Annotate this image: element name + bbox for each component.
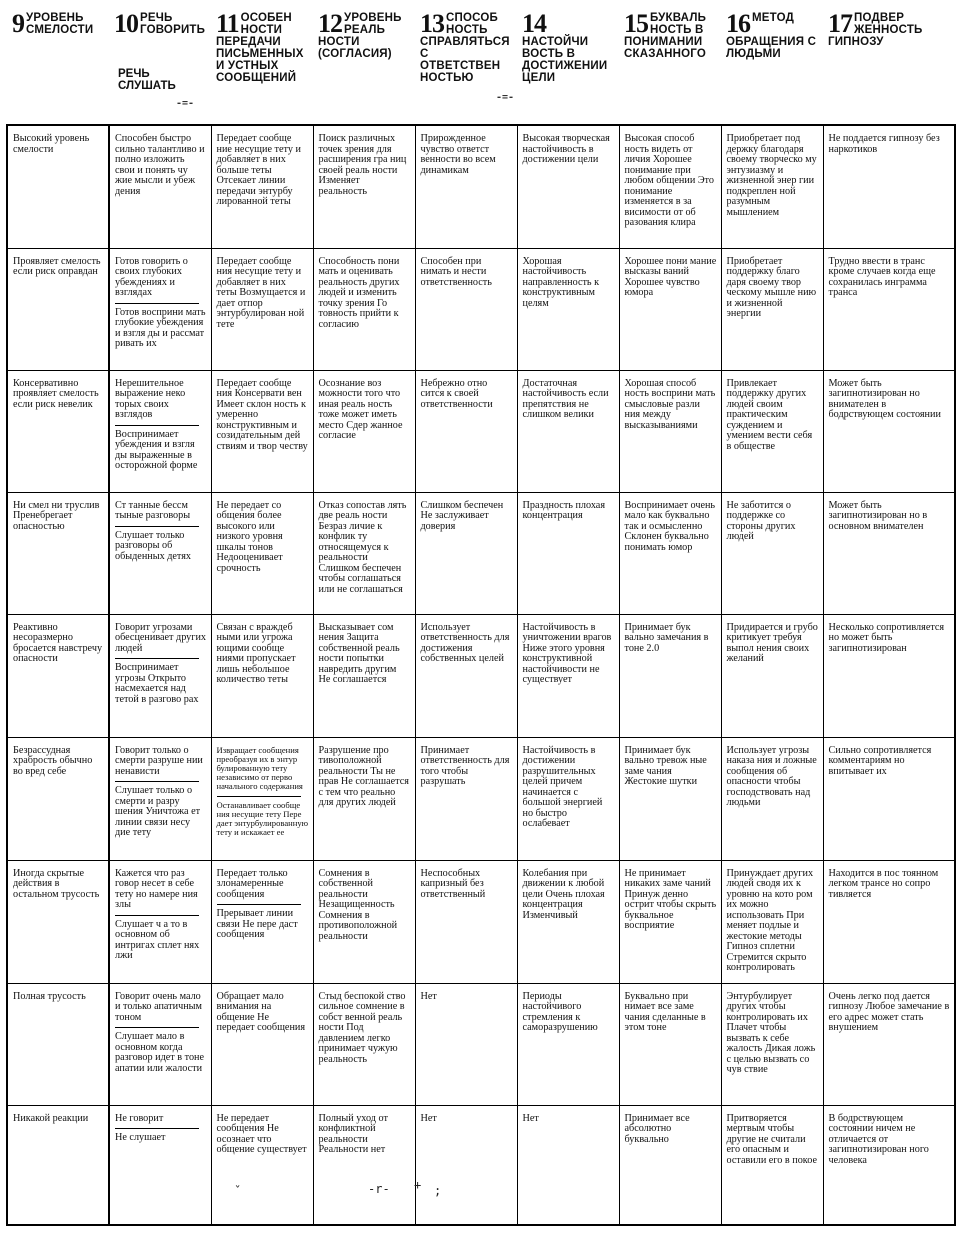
table-cell xyxy=(619,737,721,860)
cell-divider xyxy=(115,303,199,304)
table-cell xyxy=(517,1105,619,1225)
table-row xyxy=(7,614,955,737)
cell-text: Безрассудная храбрость обычно во вред себе xyxy=(13,744,93,777)
table-cell xyxy=(313,492,415,614)
table-cell xyxy=(517,737,619,860)
cell-divider xyxy=(115,1027,199,1028)
table-cell xyxy=(109,983,211,1105)
table-cell xyxy=(7,370,109,492)
table-cell xyxy=(211,492,313,614)
cell-text: Использует ответственность для достижения собственных целей xyxy=(420,621,510,664)
table-cell xyxy=(619,983,721,1105)
cell-text: Принуждает других людей сводя их к уровню на кото ром их можно использовать При меняет подлые и жестокие методы Гипноз сплетни Стремится скрыто контролировать xyxy=(726,867,814,973)
header-col-12 xyxy=(312,6,414,124)
cell-text: Приобретает под держку благодаря своему творческо му энтузиазму и жизненной энер гии подкреплен ной разумным мышлением xyxy=(726,133,817,218)
cell-text: Несколько сопротивляется но может быть загипнотизирован xyxy=(828,621,945,654)
table-cell xyxy=(7,737,109,860)
table-row xyxy=(7,983,955,1105)
header-number: 10 xyxy=(114,9,138,38)
cell-divider xyxy=(115,526,199,527)
cell-text: Нет xyxy=(420,990,437,1002)
cell-text: Разрушение про тивоположной реальности Ты не прав Не соглашается с тем что реально для других людей xyxy=(318,744,409,808)
table-row xyxy=(7,492,955,614)
cell-text: Высказывает сом нения Защита собственной реаль ности попытки навредить другим Не соглашается xyxy=(318,621,400,685)
cell-text: Передает сообще ния Консервати вен Имеет склон ность к умеренно конструктивным и созидательным дей ствиям и твор честву xyxy=(216,377,308,452)
cell-text: Использует угрозы наказа ния и ложные сообщения об опасности чтобы господствовать над людьми xyxy=(726,744,817,808)
table-cell xyxy=(721,983,823,1105)
cell-text: Говорит угрозами обесценивает других людей xyxy=(115,621,206,654)
header-col-16 xyxy=(720,6,822,124)
header-col-11 xyxy=(210,6,312,124)
header-title: НАСТОЙЧИ ВОСТЬ В ДОСТИЖЕНИИ ЦЕЛИ xyxy=(522,36,608,84)
cell-text: Может быть загипнотизирован но в основном внимателен xyxy=(828,499,928,532)
cell-text: Не передает со общения более высокого или низкого уровня шкалы тонов Недооценивает срочность xyxy=(216,499,283,574)
table-cell xyxy=(313,614,415,737)
cell-text: Ни смел ни труслив Пренебрегает опасностью xyxy=(13,499,100,532)
table-cell xyxy=(313,1105,415,1225)
cell-text: Привлекает поддержку других людей своим практическим суждением и умением вести себя в обществе xyxy=(726,377,813,452)
table-cell xyxy=(517,248,619,370)
cell-text: Придирается и грубо критикует требуя выпол нения своих желаний xyxy=(726,621,818,664)
cell-text: Принимает бук вально замечания в тоне 2.0 xyxy=(624,621,709,654)
table-cell xyxy=(211,248,313,370)
table-cell xyxy=(109,860,211,983)
table-cell xyxy=(211,614,313,737)
table-cell xyxy=(7,983,109,1105)
table-cell xyxy=(7,248,109,370)
table-row xyxy=(7,370,955,492)
cell-text: Говорит очень мало и только апатичным тоном xyxy=(115,990,202,1023)
table-cell xyxy=(7,860,109,983)
cell-text: Никакой реакции xyxy=(13,1112,89,1124)
cell-text: Воспринимает очень мало как буквально так и осмысленно Склонен буквально понимать юмор xyxy=(624,499,716,553)
table-cell xyxy=(415,737,517,860)
table-cell xyxy=(619,492,721,614)
cell-text: Осознание воз можности того что иная реаль ность тоже может иметь место Сдер жанное согласие xyxy=(318,377,403,441)
cell-text: Высокая способ ность видеть от личия Хорошее понимание при любом общении Это понимание изменяется в за висимости от об разования клира xyxy=(624,133,714,228)
table-cell xyxy=(313,125,415,248)
cell-text: Не говорит xyxy=(115,1112,164,1124)
table-cell xyxy=(211,737,313,860)
header-number: 11 xyxy=(216,9,239,38)
cell-divider xyxy=(115,781,199,782)
table-cell xyxy=(211,370,313,492)
cell-text: Не слушает xyxy=(115,1132,166,1143)
cell-text: Реактивно несоразмерно бросается навстречу опасности xyxy=(13,621,103,664)
cell-text: Консервативно проявляет смелость если риск невелик xyxy=(13,377,99,410)
header-number: 17 xyxy=(828,9,852,38)
table-cell xyxy=(823,492,955,614)
cell-text: Слушает только разговоры об обыденных детях xyxy=(115,529,192,562)
header-number: 16 xyxy=(726,9,750,38)
cell-text: Прирожденное чувство ответст венности во всем динамикам xyxy=(420,133,496,176)
header-number: 15 xyxy=(624,9,648,38)
table-cell xyxy=(109,492,211,614)
table-cell xyxy=(823,125,955,248)
table-cell xyxy=(823,370,955,492)
table-cell xyxy=(721,860,823,983)
cell-divider xyxy=(115,425,199,426)
cell-divider xyxy=(115,658,199,659)
table-cell xyxy=(823,614,955,737)
cell-text: Не передает сообщения Не осознает что общение существует xyxy=(216,1112,307,1155)
table-cell xyxy=(415,1105,517,1225)
cell-text: Хорошая способ ность восприни мать смысловые разли ния между высказываниями xyxy=(624,377,716,431)
table-cell xyxy=(211,1105,313,1225)
cell-text: Слишком беспечен Не заслуживает доверия xyxy=(420,499,504,532)
cell-text: Настойчивость в достижении разрушительных целей причем начинается с большой энергией но быстро ослабевает xyxy=(522,744,603,829)
cell-text: Приобретает поддержку благо даря своему твор ческому мышле нию и жизненной энергии xyxy=(726,255,817,319)
table-body xyxy=(7,125,955,1225)
table-cell xyxy=(313,860,415,983)
table-cell xyxy=(313,737,415,860)
tone-scale-chart-page xyxy=(6,6,954,1229)
table-cell xyxy=(109,737,211,860)
header-title: РЕЧЬ ГОВОРИТЬ xyxy=(140,12,206,36)
table-row xyxy=(7,737,955,860)
cell-text: Притворяется мертвым чтобы другие не считали его опасным и оставили его в покое xyxy=(726,1112,817,1166)
cell-text: Останавливает сообще ния несущие тету Пере дает энтурбулированную тету и искажает ее xyxy=(216,799,309,838)
cell-text: Нет xyxy=(522,1112,539,1124)
header-col-10 xyxy=(108,6,210,124)
table-row xyxy=(7,860,955,983)
cell-divider xyxy=(115,1128,199,1129)
header-title: ПОДВЕР ЖЕННОСТЬ ГИПНОЗУ xyxy=(828,12,923,48)
cell-divider xyxy=(115,915,199,916)
table-cell xyxy=(721,737,823,860)
cell-text: Принимает бук вально тревож ные заме чания Жестокие шутки xyxy=(624,744,707,787)
cell-text: Полный уход от конфликтной реальности Реальности нет xyxy=(318,1112,388,1155)
header-title: СПОСОБ НОСТЬ СПРАВЛЯТЬСЯ С ОТВЕТСТВЕН НОСТЬЮ xyxy=(420,12,510,84)
scratch-mark: ˇ xyxy=(234,1184,242,1198)
table-cell xyxy=(517,492,619,614)
table-cell xyxy=(109,614,211,737)
header-title: ОСОБЕН НОСТИ ПЕРЕДАЧИ ПИСЬМЕННЫХ И УСТНЫХ СООБЩЕНИЙ xyxy=(216,12,304,84)
table-cell xyxy=(211,983,313,1105)
table-cell xyxy=(517,860,619,983)
cell-text: Готов говорить о своих глубоких убеждениях и взглядах xyxy=(115,255,188,298)
table-cell xyxy=(7,614,109,737)
table-cell xyxy=(619,860,721,983)
table-cell xyxy=(721,492,823,614)
cell-text: Поиск различных точек зрения для расширения гра ниц своей реаль ности Изменяет реальность xyxy=(318,133,407,197)
header-subtitle: РЕЧЬ СЛУШАТЬ xyxy=(118,68,176,92)
cell-text: Сомнения в собственной реальности Незащищенность Сомнения в противоположной реальности xyxy=(318,867,398,942)
header-col-9 xyxy=(6,6,108,124)
cell-text: В бодрствующем состоянии ничем не отличается от загипнотизирован ного человека xyxy=(828,1112,929,1166)
cell-text: Отказ сопостав лять две реаль ности Безраз личие к конфлик ту относящемуся к реальности Слишком беспечен чтобы соглашаться или не соглашаться xyxy=(318,499,407,595)
scratch-mark: -=- xyxy=(176,98,195,109)
table-cell xyxy=(619,370,721,492)
header-number: 12 xyxy=(318,9,342,38)
cell-text: Достаточная настойчивость если препятствия не слишком велики xyxy=(522,377,609,420)
cell-text: Нерешительное выражение неко торых своих взглядов xyxy=(115,377,186,420)
table-cell xyxy=(721,125,823,248)
cell-text: Нет xyxy=(420,1112,437,1124)
table-row xyxy=(7,248,955,370)
cell-text: Хорошее пони мание высказы ваний Хорошее чувство юмора xyxy=(624,255,717,298)
cell-text: Сильно сопротивляется комментариям но впитывает их xyxy=(828,744,932,777)
cell-text: Способность пони мать и оценивать реальность других людей и изменить точку зрения Го товность прийти к согласию xyxy=(318,255,400,330)
cell-text: Готов восприни мать глубокие убеждения и взгля ды и рассмат ривать их xyxy=(115,306,206,349)
scratch-mark: ; xyxy=(434,1184,442,1198)
cell-text: Слушает только о смерти и разру шения Уничтожа ет линии связи несу дие тету xyxy=(115,785,201,838)
table-cell xyxy=(313,248,415,370)
table-cell xyxy=(109,1105,211,1225)
cell-text: Не поддается гипнозу без наркотиков xyxy=(828,133,940,155)
cell-text: Высокий уровень смелости xyxy=(13,133,90,155)
table-cell xyxy=(211,860,313,983)
header-title: УРОВЕНЬ РЕАЛЬ НОСТИ (СОГЛАСИЯ) xyxy=(318,12,402,60)
header-title: МЕТОД ОБРАЩЕНИЯ С ЛЮДЬМИ xyxy=(726,12,817,60)
table-cell xyxy=(823,737,955,860)
cell-text: Высокая творческая настойчивость в достижении цели xyxy=(522,133,610,165)
table-cell xyxy=(721,248,823,370)
table-cell xyxy=(415,248,517,370)
cell-text: Настойчивость в уничтожении врагов Ниже этого уровня конструктивной настойчивости не существует xyxy=(522,621,612,685)
cell-text: Способен при нимать и нести ответственность xyxy=(420,255,492,288)
cell-divider xyxy=(217,904,301,905)
table-cell xyxy=(721,1105,823,1225)
cell-text: Иногда скрытые действия в остальном трусость xyxy=(13,867,100,900)
table-cell xyxy=(415,860,517,983)
table-cell xyxy=(415,370,517,492)
cell-text: Передает только злонамеренные сообщения xyxy=(216,867,288,900)
header-col-13 xyxy=(414,6,516,124)
table-row xyxy=(7,125,955,248)
cell-text: Извращает сообщения преобразуя их в энтур булированную тету независимо от перво начального содержания xyxy=(216,744,303,792)
table-cell xyxy=(823,860,955,983)
cell-text: Хорошая настойчивость направленность к конструктивным целям xyxy=(522,255,600,309)
scratch-mark: -r- xyxy=(368,1182,390,1196)
cell-text: Праздность плохая концентрация xyxy=(522,499,606,521)
cell-text: Очень легко под дается гипнозу Любое замечание в его адрес может стать внушением xyxy=(828,990,950,1033)
cell-text: Находится в пос тоянном легком трансе но сопро тивляется xyxy=(828,867,939,900)
cell-text: Воспринимает убеждения и взгля ды выраженные в осторожной форме xyxy=(115,428,198,471)
cell-text: Ст танные бессм тыные разговоры xyxy=(115,499,191,521)
cell-text: Принимает все абсолютно буквально xyxy=(624,1112,690,1145)
cell-text: Трудно ввести в транс кроме случаев когда еще сохранилась инграмма транса xyxy=(828,255,936,298)
header-number: 9 xyxy=(12,9,24,38)
scratch-mark: -=- xyxy=(496,92,515,103)
cell-text: Слушает мало в основном когда разговор идет в тоне апатии или жалости xyxy=(115,1031,205,1074)
cell-text: Полная трусость xyxy=(13,990,86,1002)
table-cell xyxy=(7,125,109,248)
table-cell xyxy=(619,125,721,248)
cell-text: Неспособных капризный без ответственный xyxy=(420,867,486,900)
cell-divider xyxy=(217,796,301,797)
table-cell xyxy=(619,248,721,370)
table-cell xyxy=(823,1105,955,1225)
cell-text: Передает сообще ние несущие тету и добавляет в них больше теты Отсекает линии передачи энтурбу лированной теты xyxy=(216,133,301,207)
table-cell xyxy=(313,983,415,1105)
cell-text: Передает сообще ния несущие тету и добавляет в них теты Возмущается и дает отпор энтурбулирован ной тете xyxy=(216,255,306,330)
table-cell xyxy=(109,125,211,248)
header-title: УРОВЕНЬ СМЕЛОСТИ xyxy=(26,12,94,36)
table-cell xyxy=(415,492,517,614)
header-number: 14 xyxy=(522,9,546,38)
cell-text: Прерывает линии связи Не пере даст сообщения xyxy=(216,908,298,940)
scratch-mark: + xyxy=(414,1178,422,1192)
cell-text: Может быть загипнотизирован но внимателен в бодрствующем состоянии xyxy=(828,377,941,420)
table-cell xyxy=(211,125,313,248)
cell-text: Энтурбулирует других чтобы контролировать их Плачет чтобы вызвать к себе жалость Дикая ложь с целью вызвать со чув ствие xyxy=(726,990,816,1075)
cell-text: Буквально при нимает все заме чания сделанные в этом тоне xyxy=(624,990,706,1033)
table-cell xyxy=(109,370,211,492)
cell-text: Стыд беспокой ство сильное сомнение в собст венной реаль ности Под давлением легко принимает чужую реальность xyxy=(318,990,406,1065)
table-cell xyxy=(823,248,955,370)
table-cell xyxy=(619,1105,721,1225)
header-title: БУКВАЛЬ НОСТЬ В ПОНИМАНИИ СКАЗАННОГО xyxy=(624,12,707,60)
cell-text: Воспринимает угрозы Открыто насмехается над тетой в разгово рах xyxy=(115,662,199,705)
table-cell xyxy=(7,1105,109,1225)
cell-text: Периоды настойчивого стремления к саморазрушению xyxy=(522,990,598,1033)
table-cell xyxy=(517,370,619,492)
table-cell xyxy=(517,983,619,1105)
header-col-17 xyxy=(822,6,954,124)
cell-text: Способен быстро сильно талантливо и полно изложить свои и понять чу жие мысли и убеж дения xyxy=(115,133,205,197)
table-row xyxy=(7,1105,955,1225)
tone-scale-table xyxy=(6,124,956,1226)
table-cell xyxy=(109,248,211,370)
table-cell xyxy=(7,492,109,614)
cell-text: Проявляет смелость если риск оправдан xyxy=(13,255,101,277)
cell-text: Не принимает никаких заме чаний Принуж денно острит чтобы скрыть буквальное восприятие xyxy=(624,867,717,931)
cell-text: Слушает ч а то в основном об интригах сплет нях лжи xyxy=(115,918,200,961)
cell-text: Колебания при движении к любой цели Очень плохая концентрация Изменчивый xyxy=(522,867,605,921)
cell-text: Небрежно отно сится к своей ответственности xyxy=(420,377,493,410)
table-cell xyxy=(517,614,619,737)
table-cell xyxy=(721,370,823,492)
cell-text: Принимает ответственность для того чтобы разрушать xyxy=(420,744,510,787)
cell-text: Обращает мало внимания на общение Не передает сообщения xyxy=(216,990,306,1033)
cell-text: Говорит только о смерти разруше нии ненависти xyxy=(115,744,203,777)
table-cell xyxy=(517,125,619,248)
table-cell xyxy=(619,614,721,737)
cell-text: Не заботится о поддержке со стороны других людей xyxy=(726,499,796,542)
table-cell xyxy=(823,983,955,1105)
header-number: 13 xyxy=(420,9,444,38)
header-col-15 xyxy=(618,6,720,124)
cell-text: Связан с враждеб ными или угрожа ющими сообще ниями пропускает лишь небольшое количество теты xyxy=(216,621,296,685)
cell-text: Кажется что раз говор несет в себе тету но намере ния злы xyxy=(115,867,198,910)
header-col-14 xyxy=(516,6,618,124)
table-cell xyxy=(415,125,517,248)
table-cell xyxy=(313,370,415,492)
table-cell xyxy=(415,614,517,737)
column-header-row xyxy=(6,6,954,124)
table-cell xyxy=(415,983,517,1105)
table-cell xyxy=(721,614,823,737)
